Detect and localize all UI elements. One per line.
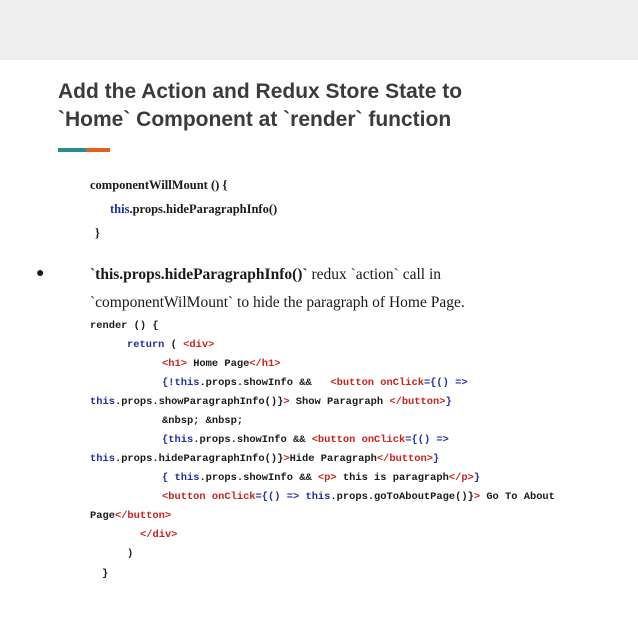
bullet-text-line1 bbox=[90, 266, 441, 284]
snippet1-line2 bbox=[110, 202, 277, 217]
tag-button-close: </button> bbox=[114, 510, 172, 522]
bullet-dot-icon: ● bbox=[36, 266, 45, 281]
code-brace: } bbox=[432, 453, 440, 465]
code-arrow: => bbox=[436, 434, 449, 446]
top-band bbox=[0, 0, 638, 60]
code-brace: } bbox=[445, 396, 452, 408]
kw-this: this bbox=[174, 472, 200, 484]
attr-onclick: onClick bbox=[374, 377, 424, 389]
code-text: this is paragraph bbox=[336, 472, 449, 484]
accent-orange bbox=[86, 148, 110, 152]
tag-p: <p> bbox=[317, 472, 337, 484]
code-text: ( bbox=[164, 339, 184, 351]
attr-onclick: onClick bbox=[355, 434, 406, 446]
code-text: ={() bbox=[423, 377, 456, 389]
code-brace: { bbox=[162, 472, 175, 484]
kw-return: return bbox=[127, 339, 165, 351]
kw-this: this bbox=[168, 434, 194, 446]
code-text: Hide Paragraph bbox=[289, 453, 377, 465]
tag-div-close: </div> bbox=[140, 529, 178, 541]
code-line-2 bbox=[127, 339, 214, 352]
code-line-1: render () { bbox=[90, 320, 159, 332]
code-line-10 bbox=[162, 491, 555, 504]
code-line-3 bbox=[162, 358, 281, 371]
bullet-text-line2: `componentWilMount` to hide the paragraph of Home Page. bbox=[90, 294, 465, 311]
attr-onclick: onClick bbox=[205, 491, 256, 503]
title-accent-bar bbox=[58, 148, 110, 152]
code-text: .props.hideParagraphInfo()} bbox=[114, 453, 284, 465]
code-text: .props.showInfo && bbox=[199, 377, 331, 389]
code-line-9 bbox=[162, 472, 480, 485]
tag-gt: > bbox=[283, 396, 290, 408]
code-text: .props.showParagraphInfo()} bbox=[114, 396, 284, 408]
code-text: .props.goToAboutPage()} bbox=[330, 491, 474, 503]
kw-this: this bbox=[90, 453, 115, 465]
slide-title bbox=[58, 78, 618, 134]
code-line-5 bbox=[90, 396, 452, 409]
tag-gt: > bbox=[283, 453, 290, 465]
tag-button: <button bbox=[330, 377, 375, 389]
tag-h1: <h1> bbox=[162, 358, 187, 370]
tag-gt: > bbox=[473, 491, 481, 503]
code-arrow: => bbox=[286, 491, 300, 503]
code-brace: } bbox=[473, 472, 481, 484]
code-line-8 bbox=[90, 453, 439, 466]
code-line-11 bbox=[90, 510, 171, 523]
tag-h1-close: </h1> bbox=[249, 358, 281, 370]
code-brace: { bbox=[162, 434, 169, 446]
accent-teal bbox=[58, 148, 86, 152]
bullet-rest: redux `action` call in bbox=[307, 266, 442, 283]
tag-p-close: </p> bbox=[448, 472, 474, 484]
code-brace: {! bbox=[162, 377, 175, 389]
title-line-1: Add the Action and Redux Store State to bbox=[58, 80, 463, 103]
code-text: Go To About bbox=[480, 491, 555, 503]
bullet-bold: `this.props.hideParagraphInfo()` bbox=[90, 266, 308, 283]
tag-button-close: </button> bbox=[389, 396, 446, 408]
code-text: ={() bbox=[405, 434, 437, 446]
snippet1-this: this bbox=[110, 202, 130, 216]
tag-button: <button bbox=[311, 434, 356, 446]
code-line-13: ) bbox=[127, 548, 134, 560]
kw-this: this bbox=[299, 491, 331, 503]
code-line-4 bbox=[162, 377, 468, 390]
snippet1-call: .props.hideParagraphInfo() bbox=[129, 202, 278, 216]
code-line-12 bbox=[140, 529, 177, 542]
tag-button-close: </button> bbox=[376, 453, 433, 465]
code-text: Page bbox=[90, 510, 115, 522]
code-line-7 bbox=[162, 434, 449, 447]
kw-this: this bbox=[90, 396, 115, 408]
code-text: .props.showInfo && bbox=[193, 434, 312, 446]
tag-button: <button bbox=[162, 491, 206, 503]
code-text: ={() bbox=[255, 491, 287, 503]
kw-this: this bbox=[174, 377, 200, 389]
tag-div: <div> bbox=[183, 339, 215, 351]
title-line-2: `Home` Component at `render` function bbox=[58, 108, 452, 131]
code-line-6: &nbsp; &nbsp; bbox=[162, 415, 244, 427]
code-text: .props.showInfo && bbox=[199, 472, 318, 484]
code-line-14: } bbox=[102, 568, 109, 580]
code-text: Show Paragraph bbox=[289, 396, 390, 408]
code-text: Home Page bbox=[186, 358, 250, 370]
snippet1-line1: componentWillMount () { bbox=[90, 178, 228, 192]
snippet1-line3: } bbox=[95, 226, 100, 240]
code-arrow: => bbox=[455, 377, 468, 389]
